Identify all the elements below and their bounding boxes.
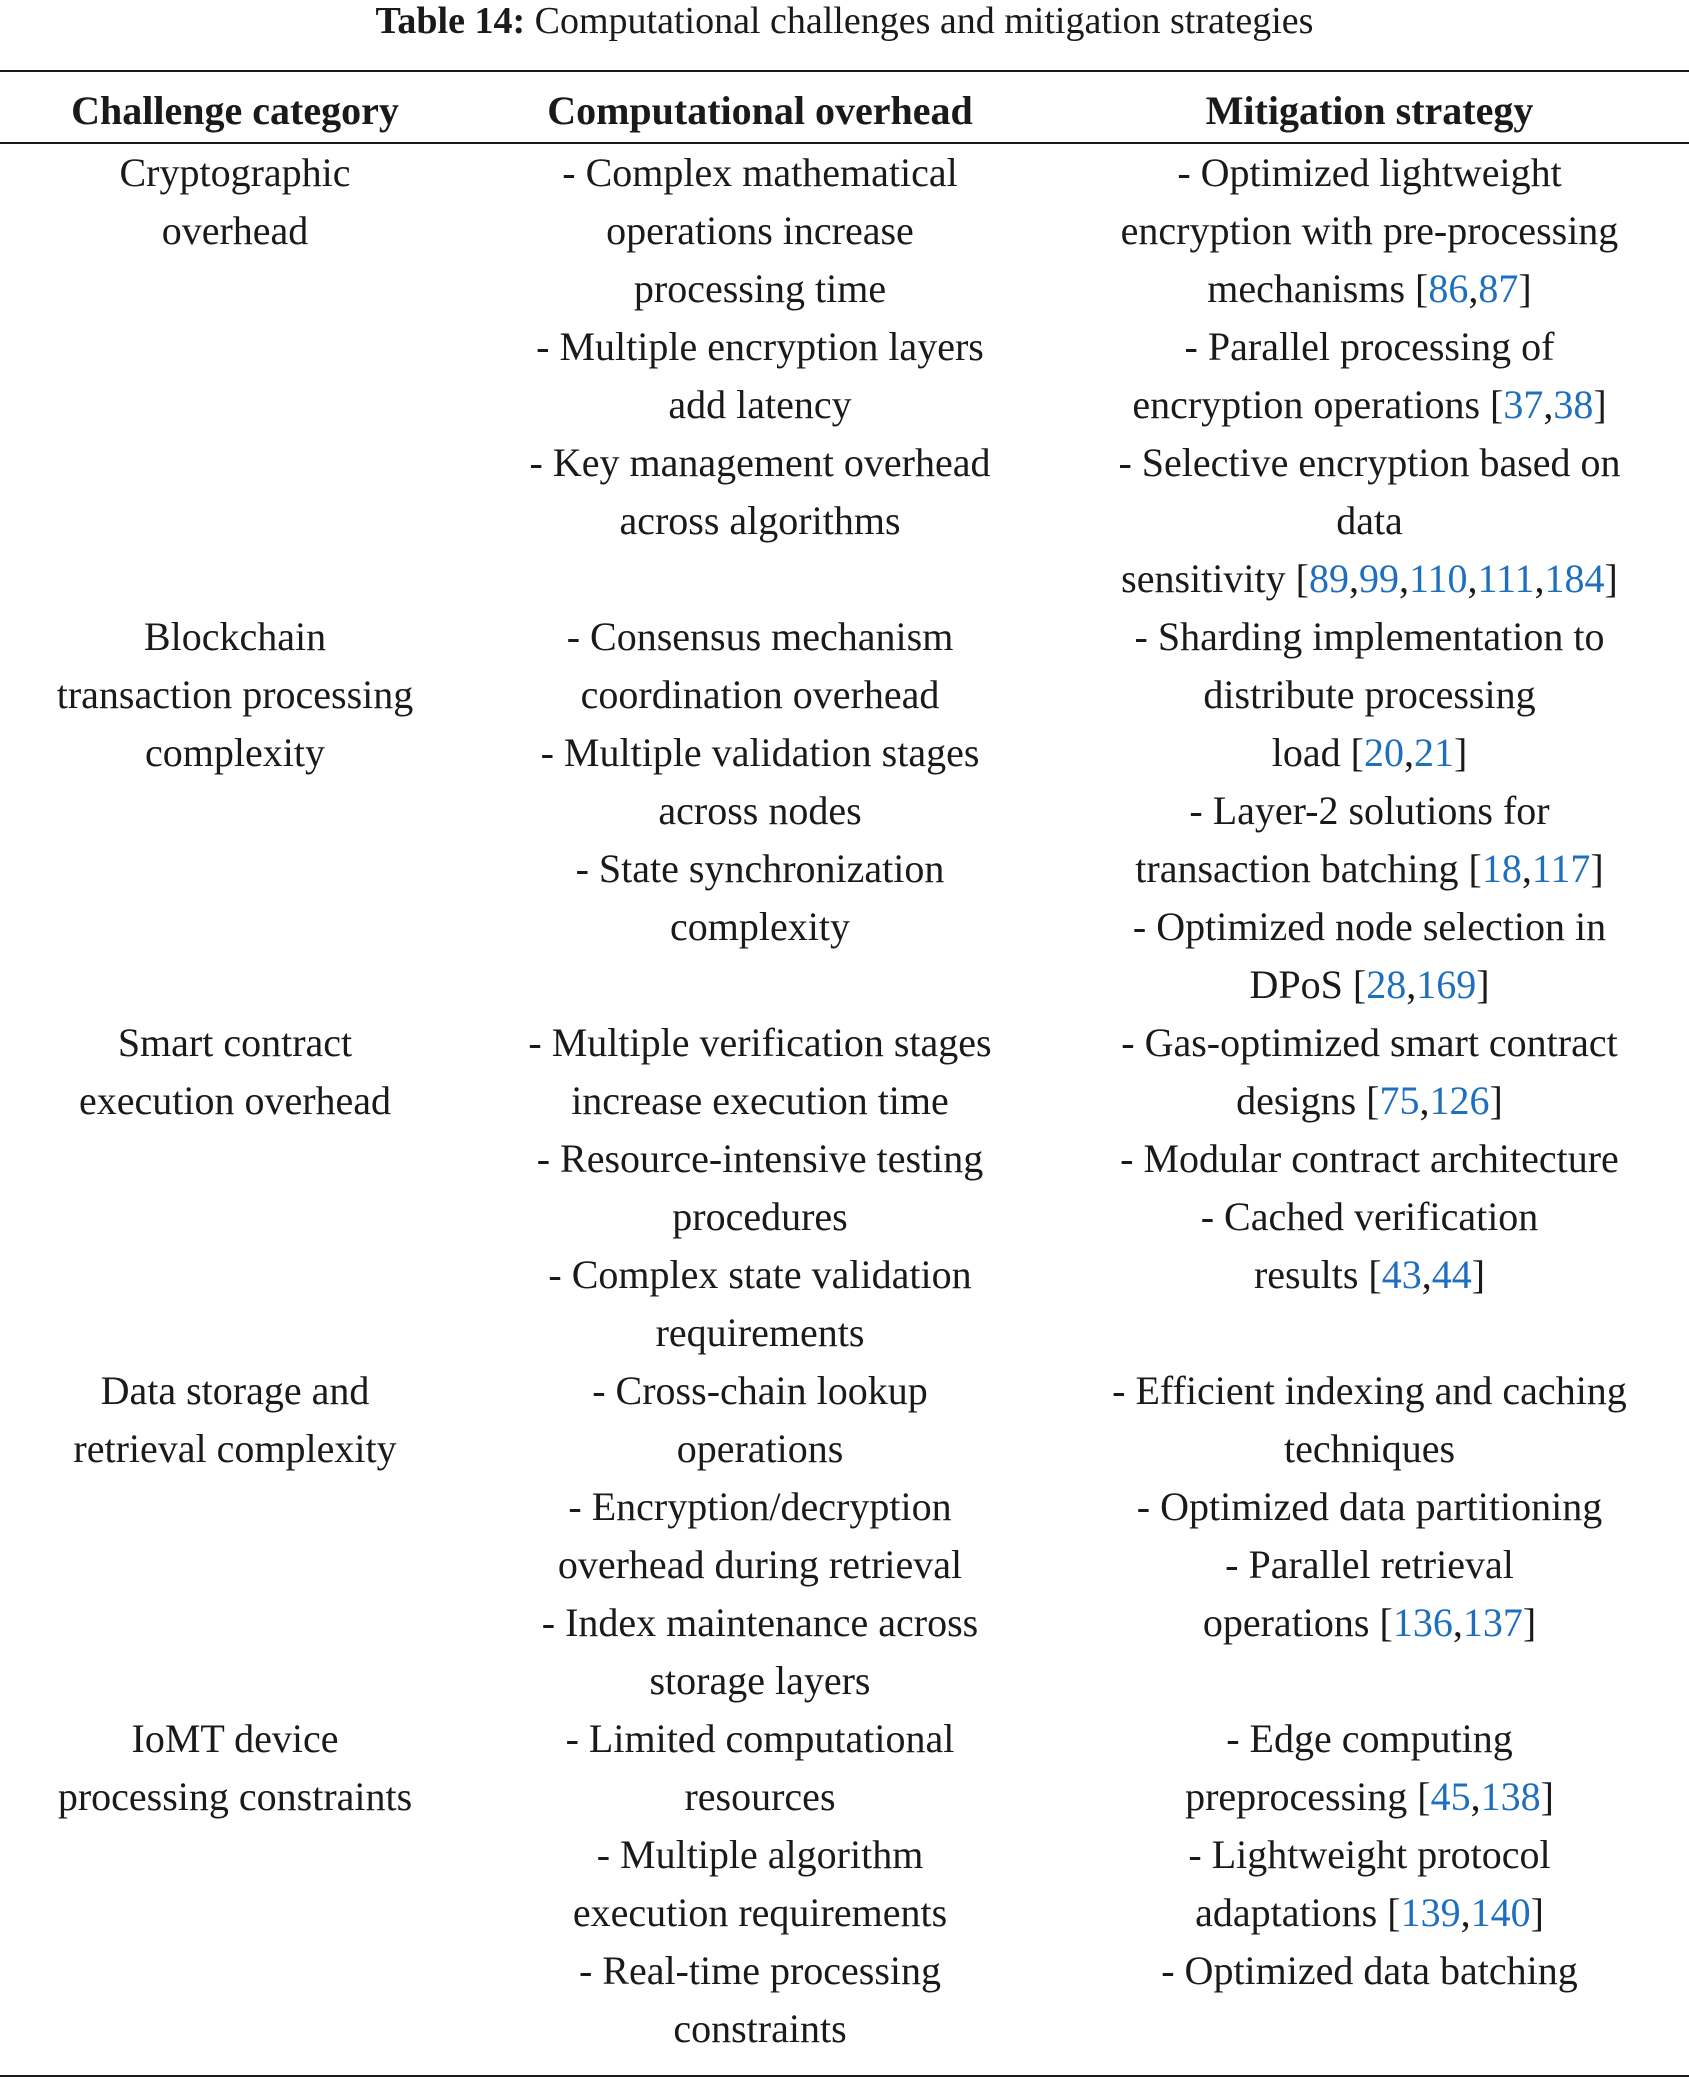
mitigation-line <box>1056 1478 1683 1536</box>
mitigation-text: encryption operations <box>1132 382 1491 427</box>
mitigation-line: transaction batching [18,117] <box>1135 846 1604 891</box>
mitigation-line <box>1056 202 1683 260</box>
table-row <box>0 142 1689 608</box>
overhead-line: - Resource-intensive testing <box>536 1136 984 1181</box>
mitigation-text: - Optimized node selection in <box>1132 904 1607 949</box>
challenge-category-cell <box>0 1014 470 1362</box>
citation-link[interactable]: 89 <box>1308 556 1349 601</box>
citation-link[interactable]: 43 <box>1381 1252 1422 1297</box>
mitigation-line <box>1056 608 1683 666</box>
mitigation-line <box>1056 144 1683 202</box>
mitigation-text: mechanisms <box>1207 266 1416 311</box>
mitigation-text: distribute processing <box>1203 672 1536 717</box>
citation-link[interactable]: 140 <box>1470 1890 1531 1935</box>
computational-overhead-cell <box>470 1014 1050 1362</box>
table-label: Table 14: <box>375 0 526 42</box>
citation-link[interactable]: 126 <box>1429 1078 1490 1123</box>
mitigation-line <box>1056 492 1683 550</box>
overhead-line: - Multiple encryption layers <box>536 324 984 369</box>
challenge-category-line: execution overhead <box>78 1078 392 1123</box>
mitigation-text: preprocessing <box>1185 1774 1418 1819</box>
mitigation-line: operations [136,137] <box>1202 1600 1537 1645</box>
overhead-line: complexity <box>670 904 850 949</box>
mitigation-line: load [20,21] <box>1271 730 1468 775</box>
mitigation-text: load <box>1271 730 1351 775</box>
mitigation-text: - Parallel retrieval <box>1225 1542 1514 1587</box>
mitigation-line: adaptations [139,140] <box>1195 1890 1544 1935</box>
citation-link[interactable]: 75 <box>1379 1078 1420 1123</box>
mitigation-line <box>1056 1826 1683 1884</box>
challenge-category-cell <box>0 142 470 608</box>
mitigation-text: DPoS <box>1249 962 1353 1007</box>
computational-overhead-cell <box>470 1362 1050 1710</box>
table-row <box>0 608 1689 1014</box>
header-row <box>0 80 1689 142</box>
mitigation-line: results [43,44] <box>1253 1252 1486 1297</box>
challenge-category-line: Cryptographic <box>119 150 351 195</box>
citation-link[interactable]: 38 <box>1553 382 1594 427</box>
computational-overhead-cell <box>470 1710 1050 2058</box>
overhead-line: across algorithms <box>619 498 901 543</box>
mitigation-text: transaction batching <box>1135 846 1469 891</box>
overhead-line: - State synchronization <box>575 846 945 891</box>
computational-overhead-cell <box>470 142 1050 608</box>
citation-link[interactable]: 86 <box>1428 266 1469 311</box>
mitigation-line <box>1056 1710 1683 1768</box>
mitigation-text: - Selective encryption based on <box>1118 440 1621 485</box>
citation-link[interactable]: 45 <box>1430 1774 1471 1819</box>
challenge-category-line: processing constraints <box>57 1774 413 1819</box>
challenges-table <box>0 80 1689 2058</box>
citation-link[interactable]: 44 <box>1431 1252 1472 1297</box>
overhead-line: - Consensus mechanism <box>566 614 954 659</box>
overhead-line: - Encryption/decryption <box>568 1484 952 1529</box>
mitigation-text: - Cached verification <box>1200 1194 1539 1239</box>
table-row <box>0 1362 1689 1710</box>
citation-link[interactable]: 18 <box>1481 846 1522 891</box>
citation-link[interactable]: 136 <box>1392 1600 1453 1645</box>
mitigation-text: - Gas-optimized smart contract <box>1121 1020 1618 1065</box>
overhead-line: - Complex mathematical <box>562 150 958 195</box>
citation-link[interactable]: 169 <box>1416 962 1477 1007</box>
mitigation-text: sensitivity <box>1121 556 1296 601</box>
overhead-line: - Multiple algorithm <box>596 1832 924 1877</box>
mitigation-strategy-cell <box>1050 142 1689 608</box>
mitigation-line: DPoS [28,169] <box>1249 962 1490 1007</box>
overhead-line: requirements <box>655 1310 865 1355</box>
mitigation-text: adaptations <box>1195 1890 1388 1935</box>
overhead-line: overhead during retrieval <box>557 1542 963 1587</box>
mitigation-strategy-cell <box>1050 1014 1689 1362</box>
challenge-category-cell <box>0 1710 470 2058</box>
overhead-line: operations increase <box>606 208 914 253</box>
overhead-line: across nodes <box>658 788 862 833</box>
overhead-line: add latency <box>668 382 852 427</box>
mitigation-text: designs <box>1236 1078 1367 1123</box>
mitigation-text: data <box>1336 498 1403 543</box>
mitigation-text: - Optimized lightweight <box>1177 150 1562 195</box>
citation-link[interactable]: 28 <box>1366 962 1407 1007</box>
top-rule <box>0 70 1689 72</box>
mitigation-text: results <box>1253 1252 1369 1297</box>
overhead-line: execution requirements <box>572 1890 948 1935</box>
citation-link[interactable]: 87 <box>1478 266 1519 311</box>
mitigation-line <box>1056 1362 1683 1420</box>
computational-overhead-cell <box>470 608 1050 1014</box>
header-challenge-category: Challenge category <box>71 88 399 133</box>
mitigation-text: - Layer-2 solutions for <box>1189 788 1550 833</box>
table-row <box>0 1014 1689 1362</box>
overhead-line: processing time <box>633 266 887 311</box>
challenge-category-line: Data storage and <box>100 1368 370 1413</box>
overhead-line: - Cross-chain lookup <box>592 1368 928 1413</box>
mitigation-line <box>1056 666 1683 724</box>
overhead-line: constraints <box>673 2006 847 2051</box>
mitigation-text: - Parallel processing of <box>1184 324 1555 369</box>
challenge-category-line: transaction processing <box>56 672 414 717</box>
citation-link[interactable]: 99 <box>1358 556 1399 601</box>
citation-link[interactable]: 117 <box>1531 846 1591 891</box>
mitigation-line <box>1056 1420 1683 1478</box>
mitigation-line <box>1056 434 1683 492</box>
challenge-category-line: Smart contract <box>117 1020 353 1065</box>
mitigation-line <box>1056 318 1683 376</box>
mitigation-strategy-cell <box>1050 1710 1689 2058</box>
challenge-category-cell <box>0 1362 470 1710</box>
overhead-line: - Limited computational <box>565 1716 955 1761</box>
overhead-line: - Complex state validation <box>548 1252 972 1297</box>
mitigation-strategy-cell <box>1050 1362 1689 1710</box>
mitigation-text: - Optimized data batching <box>1161 1948 1578 1993</box>
mitigation-text: operations <box>1202 1600 1380 1645</box>
mitigation-text: - Edge computing <box>1226 1716 1513 1761</box>
overhead-line: coordination overhead <box>580 672 940 717</box>
challenge-category-line: IoMT device <box>131 1716 339 1761</box>
overhead-line: storage layers <box>649 1658 871 1703</box>
mitigation-text: - Lightweight protocol <box>1188 1832 1551 1877</box>
citation-link[interactable]: 110 <box>1408 556 1468 601</box>
mitigation-text: - Efficient indexing and caching <box>1112 1368 1627 1413</box>
challenge-category-line: retrieval complexity <box>73 1426 397 1471</box>
table-row <box>0 1710 1689 2058</box>
citation-link[interactable]: 137 <box>1462 1600 1523 1645</box>
challenge-category-line: overhead <box>161 208 309 253</box>
overhead-line: - Real-time processing <box>578 1948 942 1993</box>
challenge-category-cell <box>0 608 470 1014</box>
mitigation-strategy-cell <box>1050 608 1689 1014</box>
overhead-line: - Multiple validation stages <box>540 730 980 775</box>
mitigation-line <box>1056 898 1683 956</box>
mitigation-line: encryption operations [37,38] <box>1132 382 1607 427</box>
citation-link[interactable]: 111 <box>1477 556 1535 601</box>
mitigation-line: sensitivity [89,99,110,111,184] <box>1121 556 1618 601</box>
overhead-line: - Multiple verification stages <box>528 1020 992 1065</box>
table-title: Computational challenges and mitigation strategies <box>534 0 1314 42</box>
header-mitigation-strategy: Mitigation strategy <box>1205 88 1534 133</box>
citation-link[interactable]: 37 <box>1503 382 1544 427</box>
header-computational-overhead: Computational overhead <box>547 88 973 133</box>
mitigation-text: techniques <box>1283 1426 1456 1471</box>
overhead-line: - Index maintenance across <box>541 1600 979 1645</box>
challenge-category-line: complexity <box>145 730 325 775</box>
mitigation-line <box>1056 1942 1683 2000</box>
mitigation-line: designs [75,126] <box>1236 1078 1503 1123</box>
mitigation-line <box>1056 1130 1683 1188</box>
mitigation-line <box>1056 1536 1683 1594</box>
overhead-line: operations <box>676 1426 844 1471</box>
overhead-line: procedures <box>672 1194 848 1239</box>
challenge-category-line: Blockchain <box>143 614 327 659</box>
citation-link[interactable]: 138 <box>1480 1774 1541 1819</box>
overhead-line: - Key management overhead <box>529 440 991 485</box>
mitigation-line <box>1056 1188 1683 1246</box>
mitigation-text: - Sharding implementation to <box>1134 614 1605 659</box>
overhead-line: resources <box>684 1774 836 1819</box>
table-caption <box>0 0 1689 42</box>
citation-link[interactable]: 139 <box>1400 1890 1461 1935</box>
citation-link[interactable]: 184 <box>1544 556 1605 601</box>
mitigation-line <box>1056 782 1683 840</box>
citation-link[interactable]: 21 <box>1413 730 1454 775</box>
citation-link[interactable]: 20 <box>1363 730 1404 775</box>
mitigation-text: encryption with pre-processing <box>1120 208 1619 253</box>
bottom-rule <box>0 2075 1689 2077</box>
overhead-line: increase execution time <box>571 1078 949 1123</box>
mitigation-line: preprocessing [45,138] <box>1185 1774 1554 1819</box>
mitigation-text: - Optimized data partitioning <box>1136 1484 1603 1529</box>
mitigation-text: - Modular contract architecture <box>1120 1136 1619 1181</box>
mitigation-line <box>1056 1014 1683 1072</box>
mitigation-line: mechanisms [86,87] <box>1207 266 1532 311</box>
table-body <box>0 142 1689 2058</box>
